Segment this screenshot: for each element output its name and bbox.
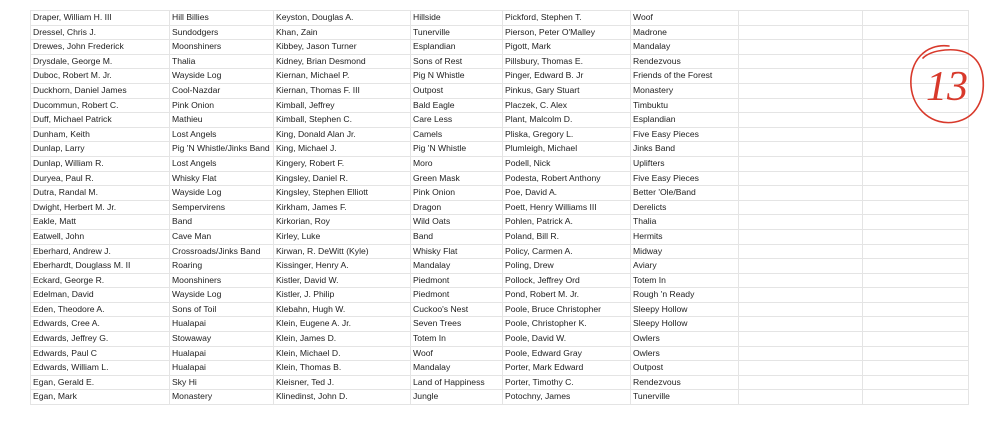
table-cell[interactable]: Bald Eagle bbox=[411, 98, 503, 113]
table-cell[interactable]: Pig N Whistle bbox=[411, 69, 503, 84]
table-cell[interactable] bbox=[739, 317, 863, 332]
table-cell[interactable] bbox=[863, 375, 969, 390]
table-cell[interactable]: Five Easy Pieces bbox=[631, 171, 739, 186]
table-cell[interactable]: Kingery, Robert F. bbox=[274, 156, 411, 171]
table-cell[interactable]: Friends of the Forest bbox=[631, 69, 739, 84]
table-cell[interactable]: Dunlap, Larry bbox=[31, 142, 170, 157]
spreadsheet-body bbox=[31, 11, 969, 405]
table-cell[interactable] bbox=[739, 200, 863, 215]
table-cell[interactable]: Mandalay bbox=[631, 40, 739, 55]
table-cell[interactable] bbox=[739, 83, 863, 98]
table-cell[interactable]: Sleepy Hollow bbox=[631, 302, 739, 317]
table-cell[interactable] bbox=[739, 244, 863, 259]
table-cell[interactable]: Pigott, Mark bbox=[503, 40, 631, 55]
table-cell[interactable]: Hualapai bbox=[170, 361, 274, 376]
table-cell[interactable] bbox=[863, 127, 969, 142]
table-cell[interactable]: Poole, Edward Gray bbox=[503, 346, 631, 361]
table-cell[interactable] bbox=[863, 142, 969, 157]
table-cell[interactable]: Wild Oats bbox=[411, 215, 503, 230]
table-cell[interactable]: Dunham, Keith bbox=[31, 127, 170, 142]
table-cell[interactable]: Kiernan, Michael P. bbox=[274, 69, 411, 84]
table-row bbox=[31, 98, 969, 113]
table-row bbox=[31, 69, 969, 84]
table-cell[interactable] bbox=[863, 390, 969, 405]
table-cell[interactable]: Piedmont bbox=[411, 273, 503, 288]
table-cell[interactable] bbox=[739, 171, 863, 186]
table-cell[interactable]: Egan, Gerald E. bbox=[31, 375, 170, 390]
table-cell[interactable]: Podesta, Robert Anthony bbox=[503, 171, 631, 186]
table-cell[interactable]: Kirwan, R. DeWitt (Kyle) bbox=[274, 244, 411, 259]
table-cell[interactable]: Porter, Timothy C. bbox=[503, 375, 631, 390]
table-cell[interactable]: Cuckoo's Nest bbox=[411, 302, 503, 317]
table-cell[interactable]: Eatwell, John bbox=[31, 229, 170, 244]
table-cell[interactable] bbox=[863, 361, 969, 376]
table-cell[interactable]: Poole, Christopher K. bbox=[503, 317, 631, 332]
table-row bbox=[31, 390, 969, 405]
table-cell[interactable] bbox=[739, 40, 863, 55]
table-cell[interactable]: Sundodgers bbox=[170, 25, 274, 40]
table-cell[interactable]: Porter, Mark Edward bbox=[503, 361, 631, 376]
table-row bbox=[31, 302, 969, 317]
table-cell[interactable]: Kiernan, Thomas F. III bbox=[274, 83, 411, 98]
table-cell[interactable]: Sky Hi bbox=[170, 375, 274, 390]
table-cell[interactable] bbox=[739, 346, 863, 361]
table-cell[interactable]: Eden, Theodore A. bbox=[31, 302, 170, 317]
table-cell[interactable]: Edwards, Jeffrey G. bbox=[31, 332, 170, 347]
table-cell[interactable]: Kimball, Jeffrey bbox=[274, 98, 411, 113]
table-cell[interactable]: Kidney, Brian Desmond bbox=[274, 54, 411, 69]
table-cell[interactable]: Kirley, Luke bbox=[274, 229, 411, 244]
table-cell[interactable]: Better 'Ole/Band bbox=[631, 186, 739, 201]
table-row bbox=[31, 54, 969, 69]
table-cell[interactable]: Piedmont bbox=[411, 288, 503, 303]
table-cell[interactable]: Kibbey, Jason Turner bbox=[274, 40, 411, 55]
table-cell[interactable]: Outpost bbox=[411, 83, 503, 98]
table-cell[interactable]: Sons of Toil bbox=[170, 302, 274, 317]
table-cell[interactable]: Pollock, Jeffrey Ord bbox=[503, 273, 631, 288]
table-cell[interactable]: Poole, David W. bbox=[503, 332, 631, 347]
table-cell[interactable] bbox=[863, 25, 969, 40]
table-cell[interactable] bbox=[863, 11, 969, 26]
table-cell[interactable]: Kistler, David W. bbox=[274, 273, 411, 288]
table-cell[interactable]: Pink Onion bbox=[170, 98, 274, 113]
table-row bbox=[31, 375, 969, 390]
table-cell[interactable] bbox=[739, 229, 863, 244]
table-cell[interactable]: Drysdale, George M. bbox=[31, 54, 170, 69]
table-cell[interactable]: Midway bbox=[631, 244, 739, 259]
table-cell[interactable]: Moonshiners bbox=[170, 273, 274, 288]
table-cell[interactable] bbox=[863, 273, 969, 288]
table-cell[interactable]: Kleisner, Ted J. bbox=[274, 375, 411, 390]
table-row bbox=[31, 361, 969, 376]
table-cell[interactable] bbox=[739, 54, 863, 69]
table-cell[interactable]: Monastery bbox=[631, 83, 739, 98]
table-cell[interactable] bbox=[739, 302, 863, 317]
table-cell[interactable]: Edelman, David bbox=[31, 288, 170, 303]
table-cell[interactable]: Potochny, James bbox=[503, 390, 631, 405]
table-cell[interactable] bbox=[739, 215, 863, 230]
table-cell[interactable]: Mandalay bbox=[411, 361, 503, 376]
table-cell[interactable]: Esplandian bbox=[631, 113, 739, 128]
table-cell[interactable]: Kistler, J. Philip bbox=[274, 288, 411, 303]
table-row bbox=[31, 142, 969, 157]
table-cell[interactable] bbox=[863, 215, 969, 230]
table-cell[interactable]: Sons of Rest bbox=[411, 54, 503, 69]
table-cell[interactable]: Whisky Flat bbox=[411, 244, 503, 259]
table-cell[interactable]: Kirkorian, Roy bbox=[274, 215, 411, 230]
table-cell[interactable]: King, Donald Alan Jr. bbox=[274, 127, 411, 142]
table-cell[interactable]: Kirkham, James F. bbox=[274, 200, 411, 215]
table-cell[interactable]: Pig 'N Whistle/Jinks Band bbox=[170, 142, 274, 157]
table-cell[interactable]: Placzek, C. Alex bbox=[503, 98, 631, 113]
table-cell[interactable] bbox=[863, 317, 969, 332]
table-cell[interactable]: Uplifters bbox=[631, 156, 739, 171]
table-row bbox=[31, 259, 969, 274]
table-cell[interactable] bbox=[739, 11, 863, 26]
table-cell[interactable]: Khan, Zain bbox=[274, 25, 411, 40]
table-cell[interactable] bbox=[739, 142, 863, 157]
table-cell[interactable]: Pickford, Stephen T. bbox=[503, 11, 631, 26]
table-cell[interactable]: Rendezvous bbox=[631, 375, 739, 390]
table-cell[interactable]: Land of Happiness bbox=[411, 375, 503, 390]
table-cell[interactable]: Owlers bbox=[631, 346, 739, 361]
table-cell[interactable]: Aviary bbox=[631, 259, 739, 274]
table-cell[interactable] bbox=[863, 244, 969, 259]
table-cell[interactable]: Mandalay bbox=[411, 259, 503, 274]
table-cell[interactable]: Pinkus, Gary Stuart bbox=[503, 83, 631, 98]
table-cell[interactable]: Woof bbox=[411, 346, 503, 361]
table-cell[interactable]: Plant, Malcolm D. bbox=[503, 113, 631, 128]
table-row bbox=[31, 332, 969, 347]
table-cell[interactable]: King, Michael J. bbox=[274, 142, 411, 157]
table-row bbox=[31, 215, 969, 230]
table-cell[interactable]: Poland, Bill R. bbox=[503, 229, 631, 244]
table-cell[interactable] bbox=[739, 288, 863, 303]
table-cell[interactable]: Monastery bbox=[170, 390, 274, 405]
table-cell[interactable]: Klein, Thomas B. bbox=[274, 361, 411, 376]
table-cell[interactable] bbox=[739, 98, 863, 113]
table-cell[interactable]: Eberhardt, Douglass M. II bbox=[31, 259, 170, 274]
table-cell[interactable]: Pliska, Gregory L. bbox=[503, 127, 631, 142]
table-row bbox=[31, 83, 969, 98]
table-cell[interactable] bbox=[863, 332, 969, 347]
table-cell[interactable] bbox=[739, 69, 863, 84]
table-cell[interactable]: Kingsley, Daniel R. bbox=[274, 171, 411, 186]
table-cell[interactable]: Tunerville bbox=[411, 25, 503, 40]
table-cell[interactable]: Esplandian bbox=[411, 40, 503, 55]
table-cell[interactable]: Drewes, John Frederick bbox=[31, 40, 170, 55]
table-cell[interactable]: Timbuktu bbox=[631, 98, 739, 113]
table-cell[interactable]: Care Less bbox=[411, 113, 503, 128]
table-row bbox=[31, 244, 969, 259]
table-cell[interactable]: Eakle, Matt bbox=[31, 215, 170, 230]
table-cell[interactable]: Edwards, William L. bbox=[31, 361, 170, 376]
table-cell[interactable]: Wayside Log bbox=[170, 69, 274, 84]
table-cell[interactable] bbox=[739, 375, 863, 390]
table-cell[interactable] bbox=[863, 186, 969, 201]
table-cell[interactable] bbox=[739, 332, 863, 347]
table-cell[interactable]: Totem In bbox=[631, 273, 739, 288]
table-cell[interactable]: Outpost bbox=[631, 361, 739, 376]
table-cell[interactable]: Klebahn, Hugh W. bbox=[274, 302, 411, 317]
table-cell[interactable]: Poe, David A. bbox=[503, 186, 631, 201]
table-cell[interactable]: Eberhard, Andrew J. bbox=[31, 244, 170, 259]
table-cell[interactable] bbox=[739, 113, 863, 128]
table-cell[interactable] bbox=[863, 288, 969, 303]
table-cell[interactable]: Kimball, Stephen C. bbox=[274, 113, 411, 128]
table-cell[interactable]: Seven Trees bbox=[411, 317, 503, 332]
table-cell[interactable]: Poling, Drew bbox=[503, 259, 631, 274]
table-row bbox=[31, 171, 969, 186]
table-cell[interactable]: Klein, Michael D. bbox=[274, 346, 411, 361]
table-cell[interactable]: Rough 'n Ready bbox=[631, 288, 739, 303]
table-cell[interactable]: Whisky Flat bbox=[170, 171, 274, 186]
table-row bbox=[31, 229, 969, 244]
table-cell[interactable] bbox=[863, 259, 969, 274]
table-cell[interactable]: Roaring bbox=[170, 259, 274, 274]
table-row bbox=[31, 317, 969, 332]
table-cell[interactable]: Edwards, Cree A. bbox=[31, 317, 170, 332]
table-cell[interactable]: Woof bbox=[631, 11, 739, 26]
table-row bbox=[31, 186, 969, 201]
table-cell[interactable]: Pig 'N Whistle bbox=[411, 142, 503, 157]
table-cell[interactable]: Five Easy Pieces bbox=[631, 127, 739, 142]
table-cell[interactable]: Sempervirens bbox=[170, 200, 274, 215]
table-cell[interactable]: Eckard, George R. bbox=[31, 273, 170, 288]
spreadsheet-grid bbox=[30, 10, 969, 405]
table-row bbox=[31, 273, 969, 288]
table-cell[interactable]: Cave Man bbox=[170, 229, 274, 244]
table-cell[interactable]: Egan, Mark bbox=[31, 390, 170, 405]
table-cell[interactable]: Klein, Eugene A. Jr. bbox=[274, 317, 411, 332]
table-cell[interactable]: Dragon bbox=[411, 200, 503, 215]
table-cell[interactable]: Draper, William H. III bbox=[31, 11, 170, 26]
table-cell[interactable] bbox=[863, 346, 969, 361]
table-cell[interactable]: Sleepy Hollow bbox=[631, 317, 739, 332]
table-cell[interactable]: Crossroads/Jinks Band bbox=[170, 244, 274, 259]
table-cell[interactable] bbox=[739, 25, 863, 40]
table-cell[interactable]: Pinger, Edward B. Jr bbox=[503, 69, 631, 84]
table-cell[interactable]: Moro bbox=[411, 156, 503, 171]
table-cell[interactable]: Pohlen, Patrick A. bbox=[503, 215, 631, 230]
table-cell[interactable]: Rendezvous bbox=[631, 54, 739, 69]
table-cell[interactable] bbox=[739, 390, 863, 405]
table-cell[interactable]: Kingsley, Stephen Elliott bbox=[274, 186, 411, 201]
table-cell[interactable]: Totem In bbox=[411, 332, 503, 347]
table-cell[interactable]: Duryea, Paul R. bbox=[31, 171, 170, 186]
table-cell[interactable]: Klein, James D. bbox=[274, 332, 411, 347]
table-cell[interactable]: Hermits bbox=[631, 229, 739, 244]
table-row bbox=[31, 11, 969, 26]
table-row bbox=[31, 288, 969, 303]
table-cell[interactable]: Edwards, Paul C bbox=[31, 346, 170, 361]
table-cell[interactable]: Thalia bbox=[170, 54, 274, 69]
table-cell[interactable]: Jungle bbox=[411, 390, 503, 405]
table-cell[interactable]: Lost Angels bbox=[170, 156, 274, 171]
table-cell[interactable] bbox=[739, 273, 863, 288]
table-row bbox=[31, 200, 969, 215]
table-row bbox=[31, 40, 969, 55]
table-cell[interactable]: Derelicts bbox=[631, 200, 739, 215]
table-cell[interactable]: Klinedinst, John D. bbox=[274, 390, 411, 405]
circled-page-number bbox=[905, 40, 987, 128]
table-cell[interactable]: Poole, Bruce Christopher bbox=[503, 302, 631, 317]
table-cell[interactable]: Pierson, Peter O'Malley bbox=[503, 25, 631, 40]
table-cell[interactable]: Moonshiners bbox=[170, 40, 274, 55]
table-cell[interactable] bbox=[739, 186, 863, 201]
page-number: 13 bbox=[926, 64, 968, 110]
table-cell[interactable]: Dressel, Chris J. bbox=[31, 25, 170, 40]
table-cell[interactable]: Green Mask bbox=[411, 171, 503, 186]
table-cell[interactable]: Kissinger, Henry A. bbox=[274, 259, 411, 274]
table-cell[interactable]: Stowaway bbox=[170, 332, 274, 347]
table-cell[interactable]: Mathieu bbox=[170, 113, 274, 128]
table-cell[interactable]: Hualapai bbox=[170, 346, 274, 361]
table-cell[interactable]: Lost Angels bbox=[170, 127, 274, 142]
table-cell[interactable]: Dutra, Randal M. bbox=[31, 186, 170, 201]
table-cell[interactable]: Cool-Nazdar bbox=[170, 83, 274, 98]
table-cell[interactable]: Madrone bbox=[631, 25, 739, 40]
table-cell[interactable]: Hualapai bbox=[170, 317, 274, 332]
table-cell[interactable]: Policy, Carmen A. bbox=[503, 244, 631, 259]
table-cell[interactable] bbox=[863, 156, 969, 171]
table-row bbox=[31, 127, 969, 142]
table-cell[interactable] bbox=[863, 229, 969, 244]
table-cell[interactable]: Keyston, Douglas A. bbox=[274, 11, 411, 26]
table-cell[interactable]: Hillside bbox=[411, 11, 503, 26]
table-cell[interactable] bbox=[863, 200, 969, 215]
table-cell[interactable]: Duckhorn, Daniel James bbox=[31, 83, 170, 98]
table-cell[interactable]: Hill Billies bbox=[170, 11, 274, 26]
table-row bbox=[31, 156, 969, 171]
table-cell[interactable]: Camels bbox=[411, 127, 503, 142]
table-row bbox=[31, 346, 969, 361]
table-cell[interactable]: Duboc, Robert M. Jr. bbox=[31, 69, 170, 84]
table-cell[interactable]: Pink Onion bbox=[411, 186, 503, 201]
table-cell[interactable]: Band bbox=[411, 229, 503, 244]
table-cell[interactable]: Owlers bbox=[631, 332, 739, 347]
table-cell[interactable]: Thalia bbox=[631, 215, 739, 230]
table-cell[interactable]: Pillsbury, Thomas E. bbox=[503, 54, 631, 69]
table-cell[interactable] bbox=[863, 302, 969, 317]
table-cell[interactable] bbox=[739, 259, 863, 274]
table-cell[interactable]: Plumleigh, Michael bbox=[503, 142, 631, 157]
table-cell[interactable]: Dwight, Herbert M. Jr. bbox=[31, 200, 170, 215]
table-cell[interactable] bbox=[863, 171, 969, 186]
table-cell[interactable]: Poett, Henry Williams III bbox=[503, 200, 631, 215]
table-cell[interactable]: Tunerville bbox=[631, 390, 739, 405]
table-cell[interactable] bbox=[739, 361, 863, 376]
table-cell[interactable]: Wayside Log bbox=[170, 288, 274, 303]
table-cell[interactable]: Jinks Band bbox=[631, 142, 739, 157]
table-cell[interactable]: Band bbox=[170, 215, 274, 230]
table-cell[interactable]: Wayside Log bbox=[170, 186, 274, 201]
table-cell[interactable] bbox=[739, 156, 863, 171]
table-cell[interactable] bbox=[739, 127, 863, 142]
table-cell[interactable]: Pond, Robert M. Jr. bbox=[503, 288, 631, 303]
table-cell[interactable]: Duff, Michael Patrick bbox=[31, 113, 170, 128]
table-row bbox=[31, 25, 969, 40]
table-cell[interactable]: Dunlap, William R. bbox=[31, 156, 170, 171]
table-cell[interactable]: Ducommun, Robert C. bbox=[31, 98, 170, 113]
table-cell[interactable]: Podell, Nick bbox=[503, 156, 631, 171]
table-row bbox=[31, 113, 969, 128]
